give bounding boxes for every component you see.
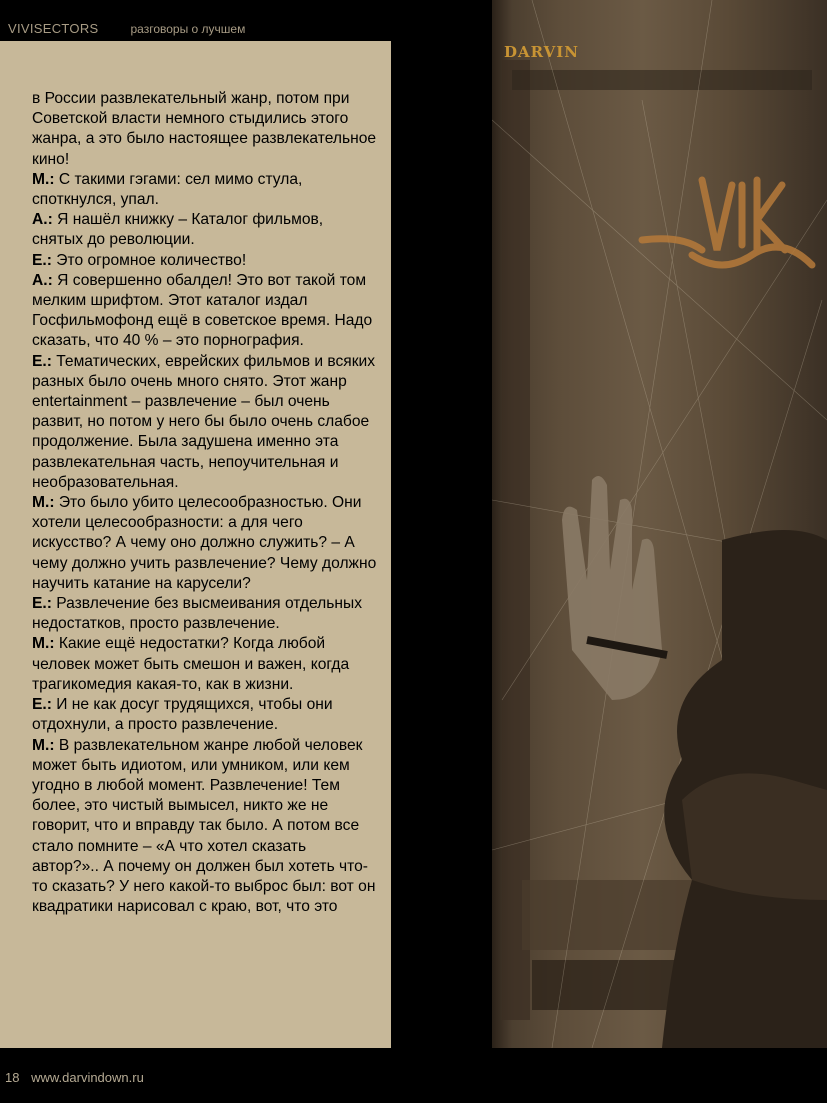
paragraph: Е.: Тематических, еврейских фильмов и всяких разных было очень много снято. Этот жанр entertainment – развлечение – был очень развит, но потом у него бы было очень слабое продолжение. Была задушена именно эта развлекательная часть, непоучительная и необразовательная. (32, 352, 376, 491)
text-panel (0, 41, 391, 1048)
paragraph: Е.: Развлечение без высмеивания отдельных недостатков, просто развлечение. (32, 595, 362, 633)
artwork-illustration (492, 0, 827, 1048)
page-number: 18 (5, 1070, 20, 1085)
running-header (8, 21, 245, 39)
article-text (32, 89, 377, 917)
paragraph: М.: С такими гэгами: сел мимо стула, споткнулся, упал. (32, 170, 303, 209)
magazine-name: VIVISECTORS (8, 21, 99, 36)
paragraph: М.: В развлекательном жанре любой человек может быть идиотом, или умником, или кем угодно в любой момент. Развлечение! Тем более, это чистый вымысел, никто же не говорит, что и вправду так было. А потом все стало помните – «А что хотел сказать автор?».. А почему он должен был хотеть что-то сказать? У него какой-то выброс был: вот он квадратики нарисовал с краю, вот, что это (32, 736, 376, 916)
brand-logo: DARVIN (504, 43, 579, 61)
paragraph: Е.: Это огромное количество! (32, 251, 247, 269)
paragraph: А.: Я нашёл книжку – Каталог фильмов, снятых до революции. (32, 211, 324, 249)
paragraph: в России развлекательный жанр, потом при Советской власти немного стыдились этого жанра, а это было настоящее развлекательное кино! (32, 90, 377, 168)
paragraph: М.: Это было убито целесообразностью. Они хотели целесообразности: а для чего искусство? А чему оно должно служить? – А чему должно учить развлечение? Чему должно научить катание на карусели? (32, 494, 377, 592)
paragraph: М.: Какие ещё недостатки? Когда любой человек может быть смешон и важен, когда трагикомедия какая-то, как в жизни. (32, 635, 350, 693)
paragraph: Е.: И не как досуг трудящихся, чтобы они отдохнули, а просто развлечение. (32, 696, 333, 734)
section-title: разговоры о лучшем (130, 22, 246, 36)
paragraph: А.: Я совершенно обалдел! Это вот такой том мелким шрифтом. Этот каталог издал Госфильмофонд ещё в советское время. Надо сказать, что 40 % – это порнография. (32, 271, 373, 350)
page-footer (5, 1070, 152, 1085)
artwork-photo (492, 0, 827, 1048)
website-link[interactable]: www.darvindown.ru (31, 1070, 144, 1085)
